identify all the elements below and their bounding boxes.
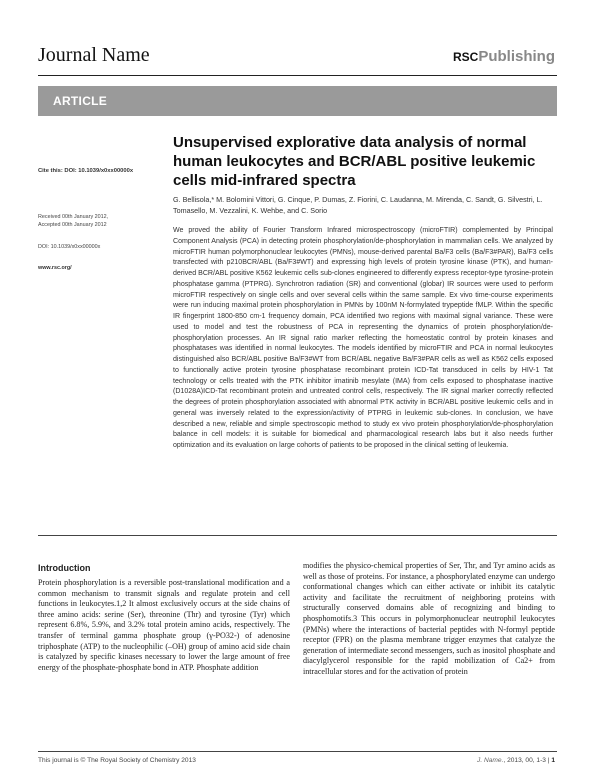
introduction-heading: Introduction bbox=[38, 563, 91, 573]
footer-citation-text: , 2013, 00, 1-3 | bbox=[503, 757, 550, 764]
journal-name: Journal Name bbox=[38, 44, 150, 66]
accepted-date: Accepted 00th January 2012 bbox=[38, 222, 107, 228]
publisher-logo bbox=[453, 48, 555, 65]
abstract: We proved the ability of Fourier Transform Infrared microspectroscopy (microFTIR) complemented by Principal Component Analysis (PCA) in detecting protein phosphorylation/de-phosphorylation in mammalian cells. We analyzed by microFTIR human polymorphonuclear leukocytes (PMNs), mouse-derived parental Ba/F3 cells (Ba/F3#PAR), Ba/F3 cells transfected with p210BCR/ABL (Ba/F3#WT) and expressing high levels of protein tyrosine kinase (PTK), and human-derived BCR/ABL positive K562 leukemic cells sub-clones engineered to differently express receptor-type tyrosine-protein phosphatase gamma (PTPRG). Synchrotron radiation (SR) and conventional (globar) IR sources were used to perform microFTIR respectively on single cells and over several cells within the same sample. Ex vivo time-course experiments were run inducing maximal protein phosphorylation in PMNs by 100nM N-formylated trypeptide fMLP. Within the specific IR fingerprint 1800-850 cm-1 frequency domain, PCA identified two regions with maximal signal variance. These were used to model and test the robustness of PCA in representing the dynamics of protein phosphorylation/de-phosphorylation processes. An IR signal ratio marker reflecting the homeostatic control by protein kinases and phosphatases was identified in normal leukocytes. The models identified by microFTIR and PCA in normal leukocytes distinguished also BCR/ABL positive Ba/F3#WT from BCR/ABL negative Ba/F3#PAR cells as well as K562 cells exposed to functionally active protein tyrosine phosphatase recombinant protein ICD-Tat transduced in cells by HIV-1 Tat technology or cells treated with the PTK inhibitor imatinib mesylate (IMA) from cells exposed to phosphatase inactive (D1028A)ICD-Tat recombinant protein and untreated control cells, respectively. The IR signal marker correctly reflected the degrees of protein phosphorylation associated with abnormal PTK activity in BCR/ABL positive leukemic cells and in general was inversely related to the expression/activity of PTPRG in leukemic sub-clones. In conclusion, we have described a new, reliable and simple spectroscopic method to study ex vivo protein phosphorylation/de-phosphorylation balance in cell models: it is suitable for biomedical and pharmacological research labs but it also needs further optimization and its evaluation on large cohorts of patients to be proposed in the clinical setting of leukemia. bbox=[173, 227, 553, 449]
body-column-left: Protein phosphorylation is a reversible post-translational modification and a common mechanism to transmit signals and regulate protein and cell functions in leukocytes.1,2 It almost exclusively occurs at the side chains of three amino acids: serine (Ser), threonine (Thr) and tyrosine (Tyr) which represent 6.8%, 5.9%, and 3.2% total protein amino acids, respectively. The transfer of terminal gamma phosphate group (γ-PO32-) of adenosine triphosphate (ATP) to the nucleophilic (–OH) group of amino acid side chain is catalyzed by specific kinases necessary to lower the large amount of free energy of the phosphate-phosphate bond in ATP. Phosphate addition bbox=[38, 578, 290, 672]
section-band bbox=[38, 86, 557, 116]
body-column-right: modifies the physico-chemical properties of Ser, Thr, and Tyr amino acids as well as those of proteins. For instance, a phosphorylated enzyme can undergo conformational changes which can either activate or inhibit its catalytic activity and facilitate the recruitment of neighboring proteins with structurally conserved domains able of recognizing and binding to phosphomotifs.3 This occurs in polymorphonuclear neutrophil leukocytes (PMNs) where the interactions of bacterial peptides with N-formyl peptide receptor (FPR) on the plasma membrane trigger enzymes that catalyze the generation of intermediate second messengers, such as inositol phosphate and diacylglycerol responsible for the rapid mobilization of Ca2+ from intracellular stores and for the activation of protein bbox=[303, 561, 555, 676]
received-date: Received 00th January 2012, bbox=[38, 214, 109, 220]
article-title: Unsupervised explorative data analysis of normal human leukocytes and BCR/ABL positive leukemic cells mid-infrared spectra bbox=[173, 134, 536, 189]
publisher-suffix: Publishing bbox=[478, 48, 555, 65]
footer-citation bbox=[477, 757, 555, 764]
footer-copyright: This journal is © The Royal Society of Chemistry 2013 bbox=[38, 757, 196, 764]
publisher-prefix: RSC bbox=[452, 50, 479, 64]
author-list: G. Bellisola,* M. Bolomini Vittori, G. Cinque, P. Dumas, Z. Fiorini, C. Laudanna, M. Mirenda, C. Sandt, G. Silvestri, L. Tomasello, M. Vezzalini, K. Wehbe, and C. Sorio bbox=[173, 195, 543, 215]
section-rule bbox=[38, 535, 557, 536]
page-number: 1 bbox=[551, 757, 555, 764]
footer-journal-abbr: J. Name. bbox=[477, 757, 504, 764]
website-link[interactable]: www.rsc.org/ bbox=[38, 265, 72, 271]
header-rule bbox=[38, 75, 557, 76]
doi: DOI: 10.1039/x0xx00000x bbox=[38, 244, 101, 250]
footer-rule bbox=[38, 751, 557, 752]
cite-this: Cite this: DOI: 10.1039/x0xx00000x bbox=[38, 168, 134, 174]
received-accepted bbox=[38, 213, 166, 229]
section-label: ARTICLE bbox=[53, 94, 108, 108]
